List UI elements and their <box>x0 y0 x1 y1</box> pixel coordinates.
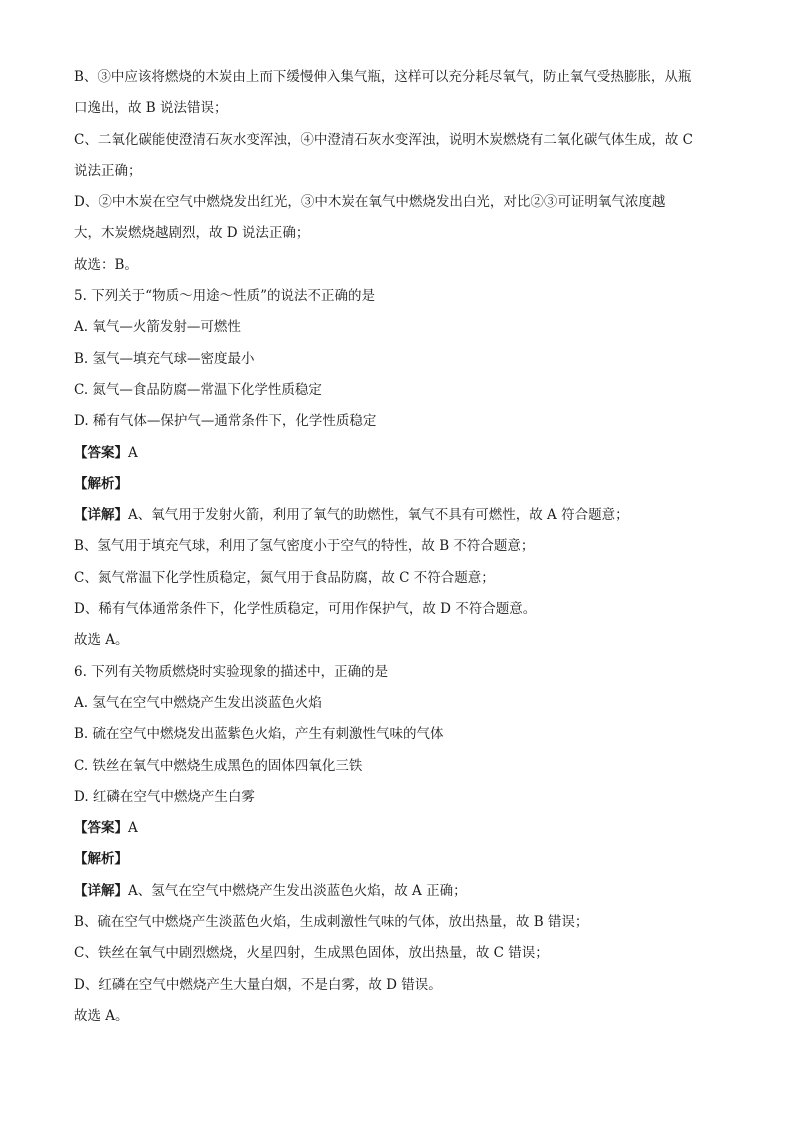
detail-line: B、硫在空气中燃烧产生淡蓝色火焰，生成刺激性气味的气体，放出热量，故 B 错误； <box>74 914 589 931</box>
previous-answer-continuation <box>74 62 724 281</box>
detail-line: C、氮气常温下化学性质稳定，氮气用于食品防腐，故 C 不符合题意； <box>74 569 495 586</box>
conclusion-line: 故选 A。 <box>74 632 129 649</box>
detail-text: A、氢气在空气中燃烧产生发出淡蓝色火焰，故 A 正确； <box>128 882 467 899</box>
detail-line: C、铁丝在氧气中剧烈燃烧，火星四射，生成黑色固体，放出热量，故 C 错误； <box>74 945 549 962</box>
question-stem: 6. 下列有关物质燃烧时实验现象的描述中，正确的是 <box>74 663 389 680</box>
answer-tag: 【答案】 <box>74 820 128 837</box>
detail-line: D、红磷在空气中燃烧产生大量白烟，不是白雾，故 D 错误。 <box>74 976 442 993</box>
answer-line <box>74 813 724 844</box>
detail-text: A、氧气用于发射火箭，利用了氧气的助燃性，氧气不具有可燃性，故 A 符合题意； <box>128 507 629 524</box>
detail-tag: 【详解】 <box>74 882 128 899</box>
paragraph-line: D、②中木炭在空气中燃烧发出红光，③中木炭在氧气中燃烧发出白光，对比②③可证明氧气浓度越 <box>74 194 666 211</box>
answer-value: A <box>128 444 138 461</box>
conclusion-line: 故选 A。 <box>74 1007 129 1024</box>
paragraph-line: 大，木炭燃烧越剧烈，故 D 说法正确； <box>74 225 310 242</box>
conclusion-line: 故选：B。 <box>74 256 138 273</box>
detail-line <box>74 500 724 531</box>
option-a: A. 氧气—火箭发射—可燃性 <box>74 319 241 336</box>
detail-line: B、氢气用于填充气球，利用了氢气密度小于空气的特性，故 B 不符合题意； <box>74 538 535 555</box>
analysis-tag: 【解析】 <box>74 851 128 868</box>
paragraph-line: B、③中应该将燃烧的木炭由上而下缓慢伸入集气瓶，这样可以充分耗尽氧气，防止氧气受热膨胀，从瓶 <box>74 69 692 85</box>
detail-line: D、稀有气体通常条件下，化学性质稳定，可用作保护气，故 D 不符合题意。 <box>74 601 537 618</box>
paragraph-line: 口逸出，故 B 说法错误； <box>74 100 228 117</box>
answer-line <box>74 438 724 469</box>
option-c: C. 铁丝在氧气中燃烧生成黑色的固体四氧化三铁 <box>74 757 363 774</box>
document-page <box>74 62 724 1032</box>
option-d: D. 红磷在空气中燃烧产生白雾 <box>74 788 255 805</box>
option-b: B. 氢气—填充气球—密度最小 <box>74 350 255 367</box>
question-5 <box>74 281 724 657</box>
option-b: B. 硫在空气中燃烧发出蓝紫色火焰，产生有刺激性气味的气体 <box>74 726 444 743</box>
detail-tag: 【详解】 <box>74 507 128 524</box>
question-stem: 5. 下列关于“物质～用途～性质”的说法不正确的是 <box>74 288 375 305</box>
paragraph-line: 说法正确； <box>74 162 142 179</box>
question-6 <box>74 657 724 1033</box>
answer-value: A <box>128 820 138 837</box>
answer-tag: 【答案】 <box>74 444 128 461</box>
option-a: A. 氢气在空气中燃烧产生发出淡蓝色火焰 <box>74 694 322 711</box>
detail-line <box>74 876 724 907</box>
paragraph-line: C、二氧化碳能使澄清石灰水变浑浊，④中澄清石灰水变浑浊，说明木炭燃烧有二氧化碳气体生成，故 C <box>74 131 693 148</box>
option-d: D. 稀有气体—保护气—通常条件下，化学性质稳定 <box>74 413 377 430</box>
option-c: C. 氮气—食品防腐—常温下化学性质稳定 <box>74 381 322 398</box>
analysis-tag: 【解析】 <box>74 475 128 492</box>
